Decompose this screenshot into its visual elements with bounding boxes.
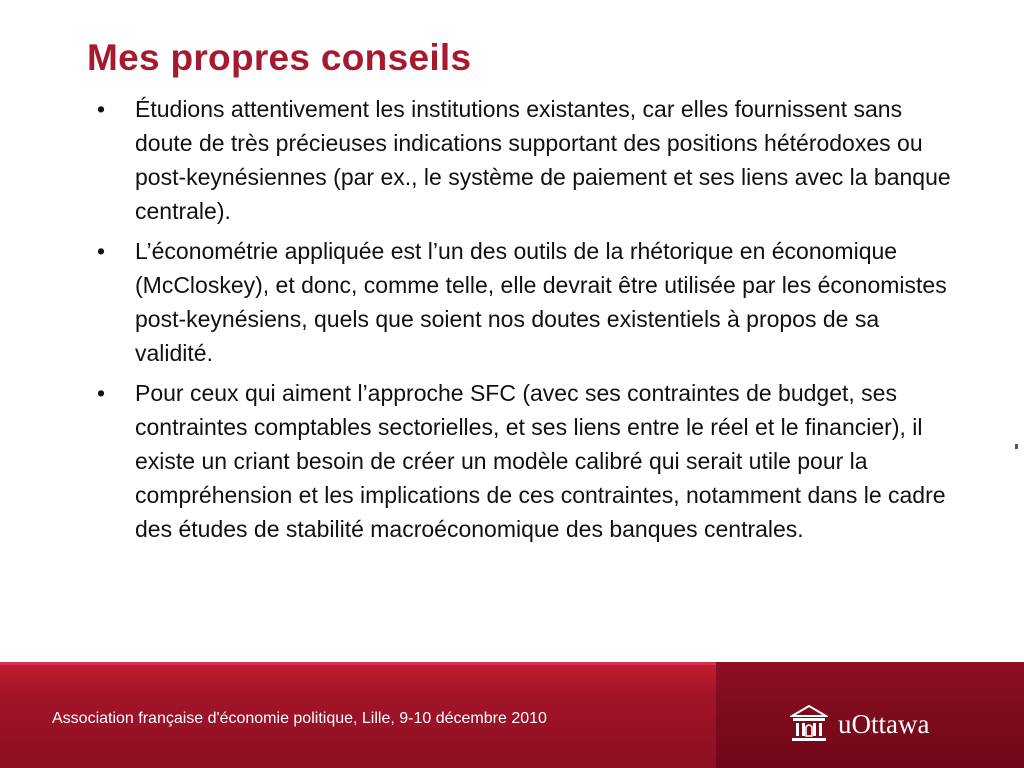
logo-text: uOttawa (838, 709, 930, 739)
stray-mark (1015, 444, 1018, 449)
bullet-dot-icon: • (97, 380, 106, 406)
uottawa-logo (790, 702, 929, 746)
bullet-text: Étudions attentivement les institutions existantes, car elles fournissent sans doute de très précieuses indications supportant des positions hétérodoxes ou post-keynésiennes (par ex., le système de paiement et ses liens avec la banque centrale). (135, 96, 951, 224)
bullet-dot-icon: • (97, 238, 106, 264)
slide-title: Mes propres conseils (87, 37, 472, 78)
university-building-icon (790, 704, 828, 744)
footer-text: Association française d'économie politique, Lille, 9-10 décembre 2010 (52, 710, 547, 727)
footer-bar (0, 662, 1024, 768)
bullet-item (97, 92, 957, 228)
bullet-text: L’économétrie appliquée est l’un des outils de la rhétorique en économique (McCloskey), et donc, comme telle, elle devrait être utilisée par les économistes post-keynésiens, quels que soient nos doutes existentiels à propos de sa validité. (135, 238, 947, 366)
bullet-dot-icon: • (97, 96, 106, 122)
bullet-item (97, 376, 957, 546)
bullet-item (97, 234, 957, 370)
bullet-list (97, 92, 957, 552)
bullet-text: Pour ceux qui aiment l’approche SFC (avec ses contraintes de budget, ses contraintes comptables sectorielles, et ses liens entre le réel et le financier), il existe un criant besoin de créer un modèle calibré qui serait utile pour la compréhension et les implications de ces contraintes, notamment dans le cadre des études de stabilité macroéconomique des banques centrales. (135, 380, 946, 542)
